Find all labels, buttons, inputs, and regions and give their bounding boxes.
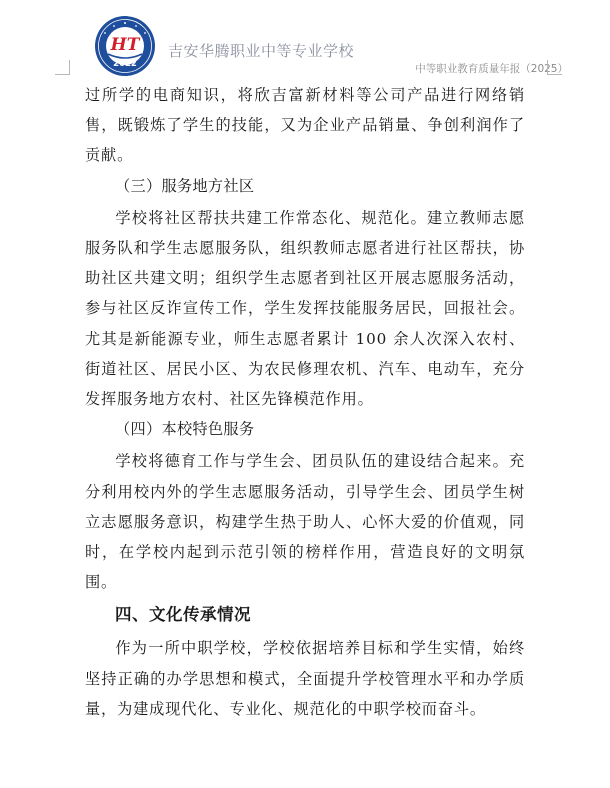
logo-year: 2022 — [113, 59, 137, 69]
section-heading-culture: 四、文化传承情况 — [115, 605, 251, 625]
crop-mark-right — [547, 60, 562, 75]
sub-heading-feature: （四）本校特色服务 — [115, 420, 255, 439]
feature-paragraph: 学校将德育工作与学生会、团员队伍的建设结合起来。充分利用校内外的学生志愿服务活动，引导学生会、团员学生树立志愿服务意识，构建学生热于助人、心怀大爱的价值观，同时，在学校内起到示范引领的榜样作用，营造良好的文明氛围。 — [85, 452, 525, 592]
page-header — [0, 0, 610, 80]
intro-paragraph: 过所学的电商知识，将欣吉富新材料等公司产品进行网络销售，既锻炼了学生的技能，又为企业产品销量、争创利润作了贡献。 — [85, 86, 525, 165]
school-logo — [88, 14, 162, 78]
school-name: 吉安华腾职业中等专业学校 — [168, 42, 355, 60]
report-title: 中等职业教育质量年报（2025） — [415, 63, 568, 75]
community-paragraph: 学校将社区帮扶共建工作常态化、规范化。建立教师志愿服务队和学生志愿服务队，组织教师志愿者进行社区帮扶，协助社区共建文明；组织学生志愿者到社区开展志愿服务活动，参与社区反诈宣传工作，学生发挥技能服务居民，回报社会。尤其是新能源专业，师生志愿者累计 100 余人次深入农村、街道社区、居民小区、为农民修理农机、汽车、电动车，充分发挥服务地方农村、社区先锋模范作用。 — [85, 208, 525, 409]
crop-mark-left — [55, 60, 70, 75]
sub-heading-community: （三）服务地方社区 — [115, 176, 255, 195]
logo-letters: HT — [110, 35, 140, 55]
document-body — [85, 80, 525, 724]
culture-paragraph: 作为一所中职学校，学校依据培养目标和学生实情，始终坚持正确的办学思想和模式，全面提升学校管理水平和办学质量，为建成现代化、专业化、规范化的中职学校而奋斗。 — [85, 639, 525, 718]
school-logo-emblem — [88, 14, 162, 78]
